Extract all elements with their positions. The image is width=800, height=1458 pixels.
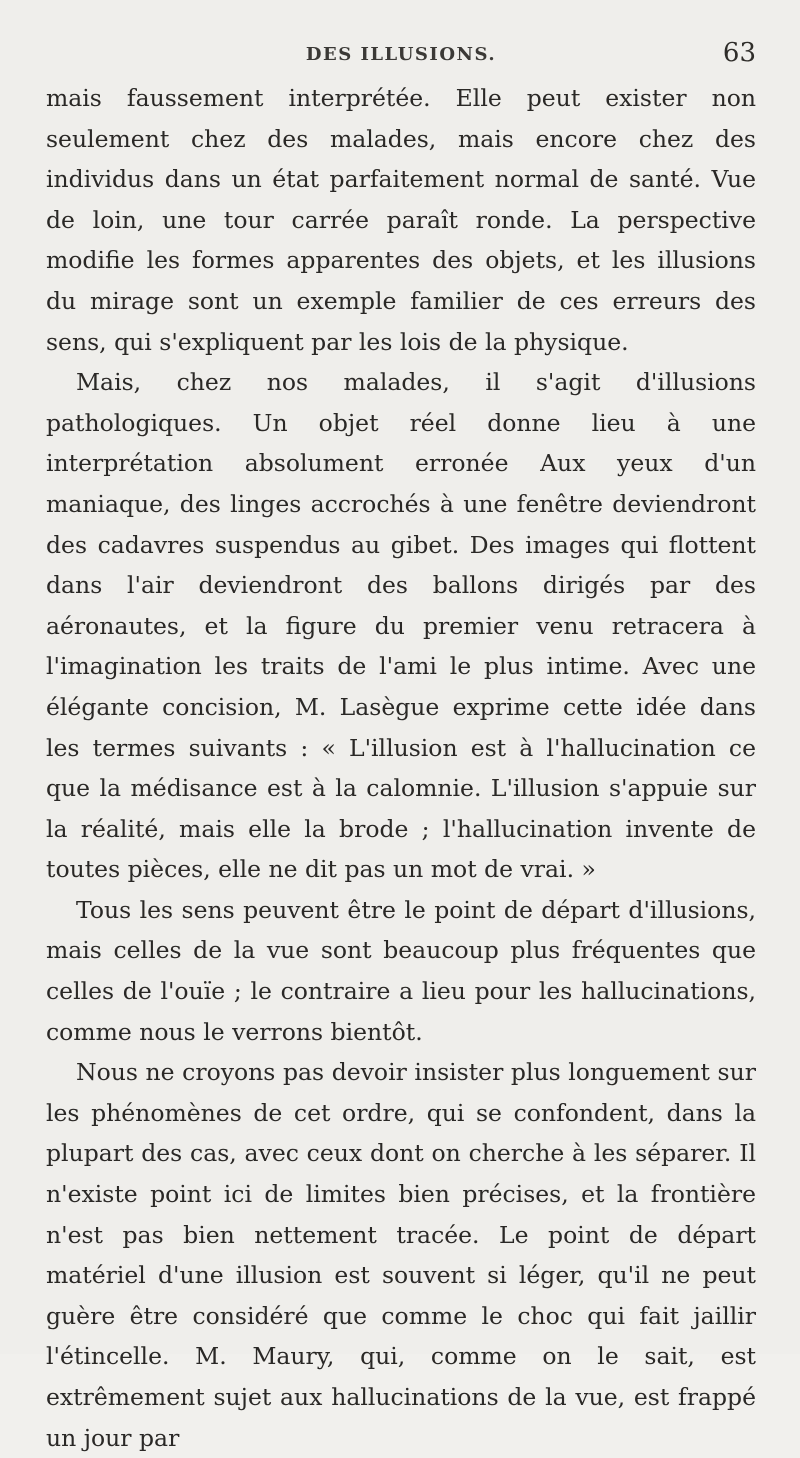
paragraph-3: Tous les sens peuvent être le point de départ d'illusions, mais celles de la vue sont beaucoup plus fréquentes que celles de l'ouïe ; le contraire a lieu pour les hallucinations, comme nous le verrons bientôt.: [46, 895, 756, 1046]
page-header: [46, 36, 756, 76]
paragraph-1: mais faussement interprétée. Elle peut exister non seulement chez des malades, mais encore chez des individus dans un état parfaitement normal de santé. Vue de loin, une tour carrée paraît ronde. La perspective modifie les formes apparentes des objets, et les illusions du mirage sont un exemple familier de ces erreurs des sens, qui s'expliquent par les lois de la physique.: [46, 84, 756, 356]
body-text: [46, 78, 756, 1458]
paragraph-2: Mais, chez nos malades, il s'agit d'illusions pathologiques. Un objet réel donne lieu à une interprétation absolument erronée Aux yeux d'un maniaque, des linges accrochés à une fenêtre deviendront des cadavres suspendus au gibet. Des images qui flottent dans l'air deviendront des ballons dirigés par des aéronautes, et la figure du premier venu retracera à l'imagination les traits de l'ami le plus intime. Avec une élégante concision, M. Lasègue exprime cette idée dans les termes suivants : « L'illusion est à l'hallucination ce que la médisance est à la calomnie. L'illusion s'appuie sur la réalité, mais elle la brode ; l'hallucination invente de toutes pièces, elle ne dit pas un mot de vrai. »: [46, 368, 756, 884]
paragraph-4: Nous ne croyons pas devoir insister plus longuement sur les phénomènes de cet ordre, qui se confondent, dans la plupart des cas, avec ceux dont on cherche à les séparer. Il n'existe point ici de limites bien précises, et la frontière n'est pas bien nettement tracée. Le point de départ matériel d'une illusion est souvent si léger, qu'il ne peut guère être considéré que comme le choc qui fait jaillir l'étincelle. M. Maury, qui, comme on le sait, est extrêmement sujet aux hallucinations de la vue, est frappé un jour par: [46, 1058, 756, 1452]
running-title: DES ILLUSIONS.: [305, 44, 497, 65]
page-number: 63: [722, 38, 756, 68]
